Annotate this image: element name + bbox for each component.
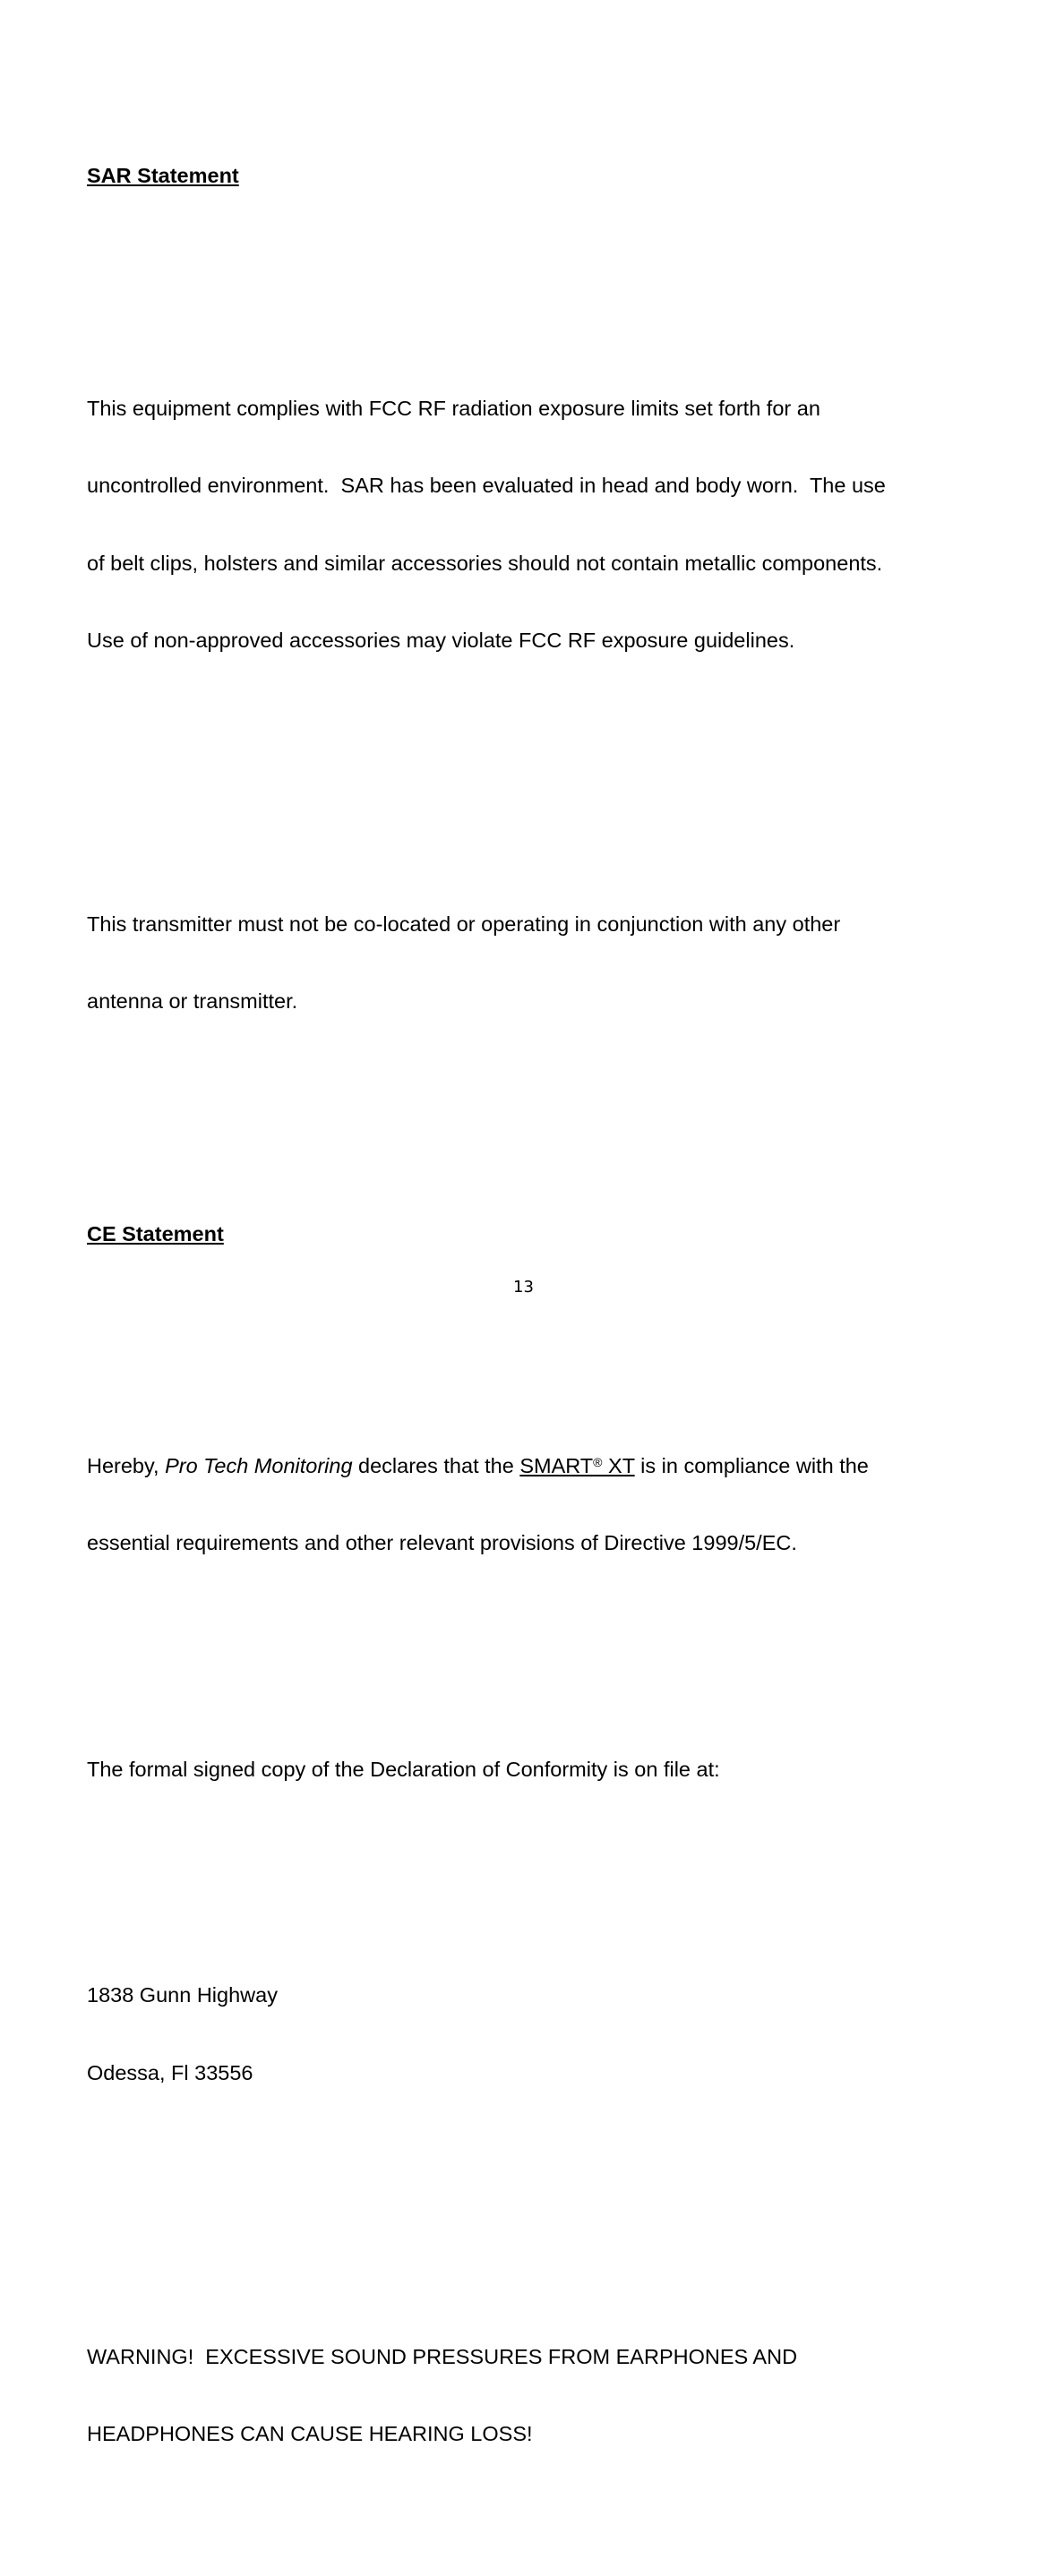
sar-paragraph-2 <box>87 860 960 1065</box>
registered-mark: ® <box>593 1455 603 1470</box>
address <box>87 1931 960 2137</box>
sar-paragraph-1 <box>87 344 960 705</box>
text-line: essential requirements and other relevant provisions of Directive 1999/5/EC. <box>87 1531 797 1555</box>
text-line: This equipment complies with FCC RF radiation exposure limits set forth for an <box>87 396 820 420</box>
warning-line-2: HEADPHONES CAN CAUSE HEARING LOSS! <box>87 2421 533 2445</box>
text-line: uncontrolled environment. SAR has been evaluated in head and body worn. The use <box>87 474 886 498</box>
address-line-1: 1838 Gunn Highway <box>87 1983 278 2007</box>
sar-heading: SAR Statement <box>87 164 239 188</box>
decl-mid: declares that the <box>352 1454 520 1478</box>
page-content <box>87 86 960 2576</box>
ce-heading: CE Statement <box>87 1221 224 1245</box>
warning-line-1: WARNING! EXCESSIVE SOUND PRESSURES FROM EARPHONES AND <box>87 2344 798 2368</box>
text-line: This transmitter must not be co-located or operating in conjunction with any other <box>87 911 841 936</box>
company-name: Pro Tech Monitoring <box>165 1454 353 1478</box>
ce-declaration <box>87 1401 960 1607</box>
decl-tail: is in compliance with the <box>634 1454 869 1478</box>
formal-copy-text: The formal signed copy of the Declaration of Conformity is on file at: <box>87 1757 720 1781</box>
text-line: of belt clips, holsters and similar accessories should not contain metallic components. <box>87 551 883 575</box>
text-line <box>87 1453 960 1479</box>
text-line: Use of non-approved accessories may violate FCC RF exposure guidelines. <box>87 628 795 652</box>
product-name: SMART® XT <box>519 1454 635 1478</box>
address-line-2: Odessa, Fl 33556 <box>87 2060 253 2084</box>
decl-prefix: Hereby, <box>87 1454 166 1478</box>
page-number: 13 <box>513 1278 534 1297</box>
text-line: antenna or transmitter. <box>87 989 298 1014</box>
hearing-warning <box>87 2292 960 2498</box>
